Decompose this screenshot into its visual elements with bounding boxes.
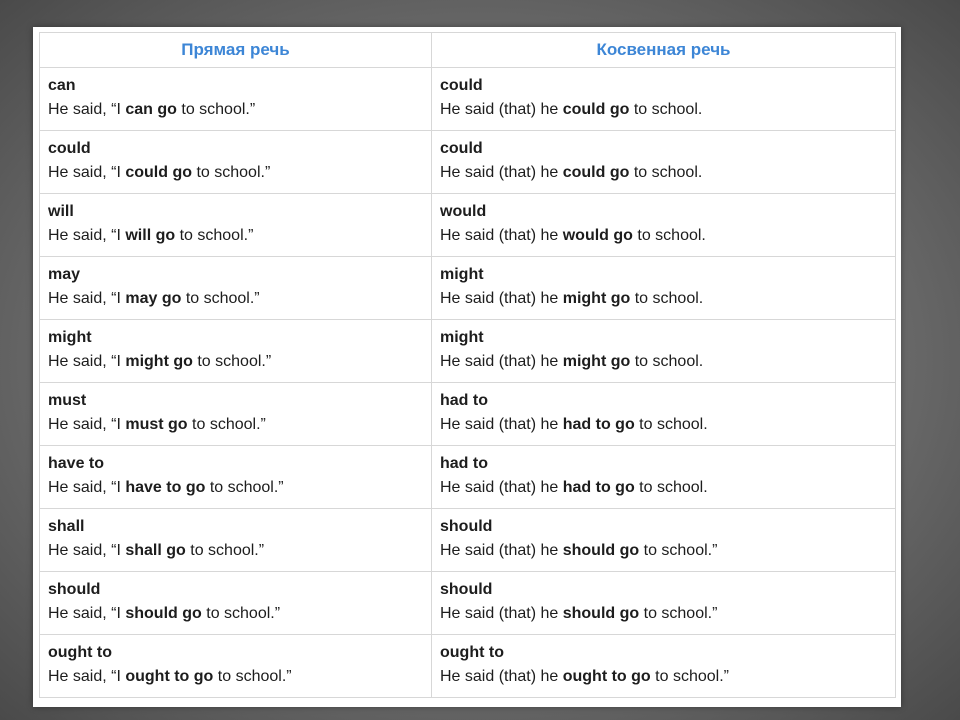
example-sentence: [440, 352, 895, 372]
modal-verb: might: [440, 329, 484, 346]
direct-speech-cell: [40, 446, 432, 509]
sentence-end: to school.”: [187, 416, 266, 433]
modal-verb: ought to: [48, 644, 112, 661]
sentence-start: He said (that) he: [440, 542, 563, 559]
sentence-end: to school.”: [175, 227, 254, 244]
modal-verb: ought to: [440, 644, 504, 661]
sentence-start: He said (that) he: [440, 290, 563, 307]
sentence-end: to school.”: [185, 542, 265, 559]
example-sentence: [48, 478, 431, 498]
table-row: [40, 257, 896, 320]
indirect-speech-cell: [432, 131, 896, 194]
sentence-start: He said (that) he: [440, 227, 563, 244]
direct-speech-cell: [40, 131, 432, 194]
sentence-end: to school.: [632, 227, 706, 244]
verb-phrase: had to go: [562, 416, 635, 433]
modal-verb: can: [48, 77, 76, 94]
sentence-end: to school.: [634, 416, 708, 433]
indirect-speech-cell: [432, 320, 896, 383]
direct-speech-cell: [40, 635, 432, 698]
modal-verb: had to: [440, 455, 488, 472]
sentence-start: He said, “I: [48, 353, 126, 370]
example-sentence: [48, 667, 431, 687]
verb-phrase: must go: [125, 416, 188, 433]
sentence-end: to school.: [629, 164, 703, 181]
direct-speech-cell: [40, 257, 432, 320]
sentence-start: He said (that) he: [440, 416, 563, 433]
table-row: [40, 194, 896, 257]
sentence-end: to school.”: [205, 479, 284, 496]
sentence-end: to school.: [629, 101, 703, 118]
example-sentence: [440, 289, 895, 309]
verb-phrase: should go: [562, 542, 640, 559]
indirect-speech-cell: [432, 257, 896, 320]
header-direct-speech: Прямая речь: [40, 33, 432, 68]
example-sentence: [48, 289, 431, 309]
indirect-speech-cell: [432, 68, 896, 131]
sentence-end: to school.: [630, 353, 704, 370]
sentence-start: He said, “I: [48, 101, 126, 118]
sentence-start: He said, “I: [48, 668, 126, 685]
sentence-end: to school.”: [639, 605, 718, 622]
sentence-end: to school.”: [176, 101, 256, 118]
verb-phrase: might go: [562, 353, 631, 370]
verb-phrase: should go: [125, 605, 202, 622]
indirect-speech-cell: [432, 635, 896, 698]
modal-verb: shall: [48, 518, 85, 535]
verb-phrase: ought to go: [125, 668, 214, 685]
sentence-start: He said, “I: [48, 290, 126, 307]
table-row: [40, 383, 896, 446]
modal-verb: could: [48, 140, 91, 157]
example-sentence: [48, 541, 431, 561]
table-row: [40, 131, 896, 194]
modal-verb: have to: [48, 455, 105, 472]
sentence-end: to school.”: [201, 605, 281, 622]
verb-phrase: may go: [125, 290, 182, 307]
modal-verb: could: [440, 140, 483, 157]
sentence-start: He said (that) he: [440, 479, 563, 496]
example-sentence: [48, 226, 431, 246]
sentence-end: to school.: [630, 290, 704, 307]
verb-phrase: have to go: [125, 479, 206, 496]
direct-speech-cell: [40, 509, 432, 572]
reported-speech-table: [39, 32, 896, 698]
sentence-end: to school.”: [639, 542, 718, 559]
sentence-start: He said, “I: [48, 605, 126, 622]
sentence-start: He said, “I: [48, 542, 126, 559]
modal-verb: might: [440, 266, 484, 283]
sentence-start: He said (that) he: [440, 164, 563, 181]
indirect-speech-cell: [432, 383, 896, 446]
sentence-start: He said, “I: [48, 416, 126, 433]
example-sentence: [440, 604, 895, 624]
verb-phrase: shall go: [125, 542, 186, 559]
modal-verb: should: [48, 581, 101, 598]
modal-verb: could: [440, 77, 483, 94]
example-sentence: [48, 604, 431, 624]
verb-phrase: could go: [125, 164, 193, 181]
verb-phrase: had to go: [562, 479, 635, 496]
direct-speech-cell: [40, 194, 432, 257]
verb-phrase: might go: [562, 290, 631, 307]
modal-verb: should: [440, 518, 493, 535]
slide-sheet: [33, 27, 901, 707]
indirect-speech-cell: [432, 446, 896, 509]
sentence-end: to school.”: [192, 353, 272, 370]
example-sentence: [440, 541, 895, 561]
verb-phrase: ought to go: [562, 668, 651, 685]
indirect-speech-cell: [432, 572, 896, 635]
example-sentence: [48, 100, 431, 120]
verb-phrase: might go: [125, 353, 193, 370]
sentence-start: He said (that) he: [440, 668, 563, 685]
verb-phrase: should go: [562, 605, 640, 622]
table-row: [40, 68, 896, 131]
modal-verb: might: [48, 329, 92, 346]
table-row: [40, 635, 896, 698]
indirect-speech-cell: [432, 194, 896, 257]
verb-phrase: will go: [125, 227, 176, 244]
header-indirect-speech: Косвенная речь: [432, 33, 896, 68]
direct-speech-cell: [40, 572, 432, 635]
example-sentence: [440, 100, 895, 120]
example-sentence: [48, 352, 431, 372]
sentence-start: He said, “I: [48, 164, 126, 181]
example-sentence: [440, 163, 895, 183]
sentence-start: He said (that) he: [440, 101, 563, 118]
verb-phrase: would go: [562, 227, 633, 244]
example-sentence: [440, 667, 895, 687]
verb-phrase: can go: [125, 101, 177, 118]
sentence-end: to school.”: [181, 290, 260, 307]
sentence-end: to school.”: [192, 164, 271, 181]
table-row: [40, 509, 896, 572]
sentence-start: He said (that) he: [440, 353, 563, 370]
indirect-speech-cell: [432, 509, 896, 572]
table-row: [40, 320, 896, 383]
verb-phrase: could go: [562, 164, 630, 181]
modal-verb: should: [440, 581, 493, 598]
sentence-end: to school.: [634, 479, 708, 496]
sentence-start: He said (that) he: [440, 605, 563, 622]
table-header-row: [40, 33, 896, 68]
example-sentence: [48, 163, 431, 183]
example-sentence: [440, 415, 895, 435]
table-row: [40, 572, 896, 635]
modal-verb: would: [440, 203, 487, 220]
example-sentence: [48, 415, 431, 435]
sentence-start: He said, “I: [48, 479, 126, 496]
sentence-start: He said, “I: [48, 227, 126, 244]
verb-phrase: could go: [562, 101, 630, 118]
direct-speech-cell: [40, 320, 432, 383]
sentence-end: to school.”: [650, 668, 729, 685]
example-sentence: [440, 478, 895, 498]
table-row: [40, 446, 896, 509]
direct-speech-cell: [40, 383, 432, 446]
example-sentence: [440, 226, 895, 246]
direct-speech-cell: [40, 68, 432, 131]
sentence-end: to school.”: [213, 668, 292, 685]
modal-verb: may: [48, 266, 81, 283]
modal-verb: had to: [440, 392, 488, 409]
modal-verb: will: [48, 203, 74, 220]
modal-verb: must: [48, 392, 87, 409]
